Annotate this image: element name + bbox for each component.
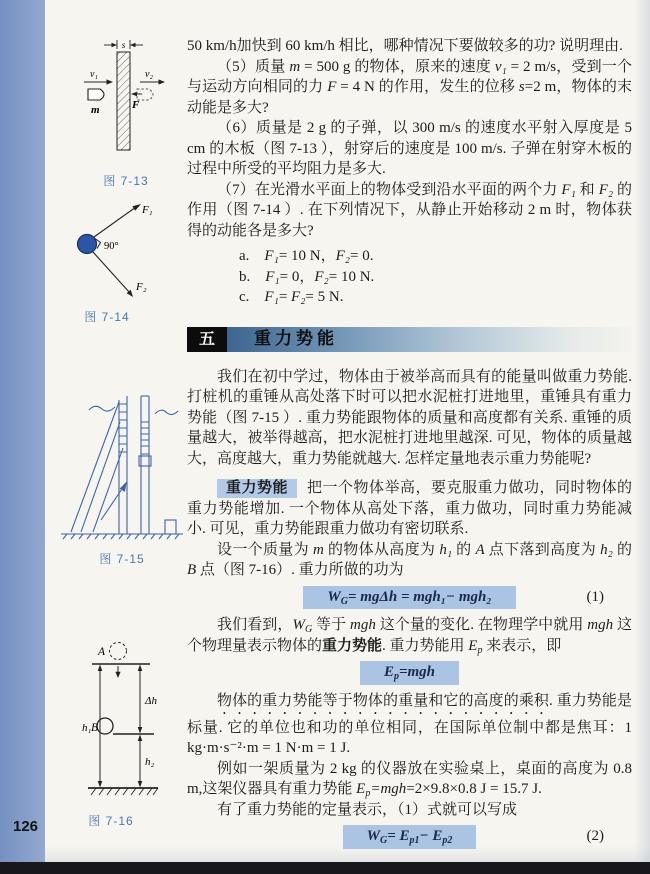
text-run: 点下落到高度为	[484, 541, 601, 558]
math-var: E	[383, 664, 394, 680]
subscript: p2	[442, 835, 453, 846]
math-var: mgh	[587, 617, 614, 633]
formula-2-row	[187, 825, 632, 849]
math-var: h₁	[439, 541, 453, 558]
figure-7-16-diagram	[54, 638, 168, 804]
text-run: =2 m，物体的末动能是多大?	[187, 79, 632, 116]
math-var: F	[327, 79, 337, 95]
math-var: h₂	[600, 541, 613, 558]
text-run: 我们在初中学过，物体由于被举高而具有的能量叫做重力势能. 打桩机的重锤从高处落下时可以把水泥桩打进地里，重锤具有重力势能（图 7-15 ）. 重力势能跟物体的质量和高度都有关系. 重锤的质量越大，被举得越高，把水泥桩打进地里越深. 可见，物体的质量越大，高度越大，重力势能就越大. 怎样定量地表示重力势能呢?	[187, 368, 632, 467]
label-delta-h: Δh	[145, 695, 157, 707]
text-run: = 5 N.	[305, 289, 344, 305]
math-var: =mgh	[370, 781, 407, 797]
problem-item-5	[187, 57, 632, 119]
label-F2: F₂	[136, 281, 147, 293]
math-var: F₂	[291, 289, 306, 305]
text-run: 的物体从高度为	[323, 541, 440, 558]
formula-ep-row	[187, 661, 632, 685]
math-var: W	[327, 588, 341, 605]
problem-item-6	[187, 118, 632, 180]
subscript: G	[379, 835, 388, 846]
wood-board	[117, 52, 130, 150]
math-var: W	[366, 828, 380, 844]
formula-1-box	[303, 586, 515, 610]
paragraph-gravity-intro	[187, 367, 632, 470]
math-var: v₁	[494, 58, 507, 75]
math-var: F₂	[314, 268, 329, 285]
option-c	[239, 287, 632, 308]
math-var: W	[292, 617, 305, 633]
label-h2: h₂	[145, 756, 155, 768]
label-angle-90: 90°	[104, 241, 119, 252]
formula-2-box	[343, 825, 477, 849]
page-number: 126	[13, 818, 39, 835]
text-run: 这个量的变化. 在物理学中就用	[375, 617, 588, 633]
text-run: （5）质量	[217, 58, 290, 75]
text-run: 的作用（图 7-14 ）. 在下列情况下，从静止开始移动 2 m 时，物体获得的动能各是多大?	[187, 181, 632, 239]
math-var: =mgh	[398, 664, 436, 680]
text-run: = 10 N，	[278, 248, 336, 264]
label-force-F: F	[132, 99, 140, 111]
math-var: m	[289, 58, 301, 75]
math-var: mgh	[350, 617, 376, 633]
text-run: = 0.	[350, 248, 374, 264]
math-var: = mgΔh = mgh₁− mgh₂	[348, 588, 492, 605]
text-run: =	[278, 289, 292, 305]
problem-7-options	[239, 246, 632, 308]
text-run: =2×9.8×0.8 J = 15.7 J.	[406, 781, 542, 797]
figure-7-15-caption: 图 7-15	[99, 552, 145, 566]
section-title: 重力势能	[254, 328, 338, 348]
math-var: B	[187, 562, 197, 578]
main-text-column	[187, 36, 632, 855]
figure-7-14-caption: 图 7-14	[84, 310, 130, 324]
text-run: c.	[239, 289, 265, 305]
ball-at-B	[97, 718, 113, 734]
text-run: 例如一架质量为 2 kg 的仪器放在实验桌上，桌面的高度为 0.8 m,这架仪器具有重力势能	[187, 760, 632, 797]
math-var: F₁	[561, 181, 576, 198]
text-run: 有了重力势能的定量表示，（1）式就可以写成	[217, 801, 518, 818]
math-var: m	[313, 541, 324, 558]
subscript: G	[304, 624, 313, 635]
math-var: F₁	[265, 268, 280, 285]
formula-1-tag: (1)	[586, 588, 604, 605]
math-var: E	[356, 781, 366, 797]
paragraph-setup	[187, 540, 632, 581]
paragraph-rewrite	[187, 800, 632, 821]
label-h1: h₁	[82, 722, 92, 734]
left-spine-band	[0, 0, 45, 862]
label-v2: v₂	[145, 69, 153, 80]
text-run: 把一个物体举高，要克服重力做功，同时物体的重力势能增加. 一个物体从高处下落，重力做功，同时重力势能减小. 可见，重力势能跟重力做功有密切联系.	[187, 480, 632, 537]
text-run: b.	[239, 268, 266, 285]
label-point-B: B	[91, 722, 99, 734]
math-var: F₂	[598, 181, 614, 198]
math-var: − E	[419, 828, 443, 844]
text-run: 的	[452, 541, 476, 558]
option-b	[239, 267, 632, 288]
label-F1: F₁	[142, 204, 153, 216]
option-a	[239, 246, 632, 267]
text-run: = 2 m/s，受到一个与运动方向相同的力	[187, 58, 632, 95]
text-run: 设一个质量为	[217, 541, 314, 558]
math-var: F₁	[264, 289, 279, 305]
text-run: 这个物理量表示物体的	[187, 617, 632, 654]
text-run: = 500 g 的物体，原来的速度	[300, 58, 495, 75]
figure-7-16	[54, 638, 168, 829]
text-run: 点（图 7-16）. 重力所做的功为	[196, 562, 404, 578]
formula-1-row	[187, 586, 632, 610]
section-header	[187, 327, 632, 352]
section-number-box: 五	[187, 327, 227, 352]
figure-7-15-diagram	[57, 386, 187, 542]
text-run: 和	[575, 181, 599, 198]
paragraph-example	[187, 759, 632, 800]
text-run: 等于	[312, 617, 351, 633]
text-run: 50 km/h加快到 60 km/h 相比，哪种情况下要做较多的功? 说明理由.	[187, 38, 623, 54]
figure-7-13-diagram	[79, 36, 173, 164]
ball-at-A-ghost	[110, 643, 127, 660]
paragraph-ep-definition	[187, 691, 632, 759]
math-var: A	[475, 541, 485, 558]
section-title-bar	[227, 327, 632, 352]
subscript: p	[365, 788, 371, 799]
text-run: 的	[612, 541, 632, 558]
text-run: （7）在光滑水平面上的物体受到沿水平面的两个力	[217, 181, 562, 198]
label-v1: v₁	[90, 69, 98, 80]
text-run: 重力势能是标量. 它的单位也和功的单位相同，在国际单位制中都是焦耳：1 kg·m·s⁻²·m = 1 N·m = 1 J.	[187, 692, 632, 756]
label-thickness-s: s	[121, 40, 126, 50]
text-run: = 0，	[279, 268, 315, 285]
text-run: = 4 N 的作用，发生的位移	[336, 79, 519, 95]
math-var: s	[518, 79, 525, 95]
bottom-photo-band	[0, 862, 650, 874]
paragraph-wg-mgh	[187, 615, 632, 656]
figure-7-13	[76, 36, 176, 189]
term-box: 重力势能	[217, 479, 297, 498]
math-var: F₂	[335, 248, 350, 264]
label-point-A: A	[98, 646, 106, 658]
problems-continued-line	[187, 36, 632, 57]
formula-2-tag: (2)	[586, 828, 604, 844]
figure-7-13-caption: 图 7-13	[103, 174, 149, 188]
math-var: E	[468, 637, 478, 654]
math-var: F₁	[264, 248, 279, 264]
figure-7-14-diagram	[55, 196, 159, 300]
subscript: p	[393, 671, 399, 682]
text-run: （6）质量是 2 g 的子弹，以 300 m/s 的速度水平射入厚度是 5 cm 的木板（图 7-13 ），射穿后的速度是 100 m/s. 子弹在射穿木板的过程中所受的平均阻力是多大.	[187, 120, 632, 177]
figure-7-15	[56, 386, 188, 567]
text-run: . 重力势能用	[382, 637, 469, 654]
math-var: = E	[387, 828, 410, 844]
formula-ep-box	[360, 661, 459, 685]
emphasized-text: 物体的重力势能等于物体的重量和它的高度的乘积.	[217, 692, 553, 709]
subscript: G	[340, 595, 348, 607]
text-run: = 10 N.	[328, 268, 375, 285]
bold-term: 重力势能	[322, 637, 383, 654]
problem-item-7	[187, 180, 632, 242]
ground-hatching	[91, 788, 158, 795]
right-edge-shadow	[634, 0, 650, 862]
paragraph-term-definition	[187, 478, 632, 540]
label-mass-m: m	[91, 104, 100, 116]
text-run: 来表示，即	[482, 637, 562, 654]
text-run: a.	[239, 248, 265, 264]
text-run: 我们看到，	[217, 617, 293, 633]
bullet-shape	[88, 89, 104, 100]
subscript: p1	[409, 835, 420, 846]
ball-object	[78, 235, 97, 254]
figure-7-14	[52, 196, 162, 325]
figure-7-16-caption: 图 7-16	[88, 814, 134, 828]
subscript: p	[477, 644, 483, 656]
